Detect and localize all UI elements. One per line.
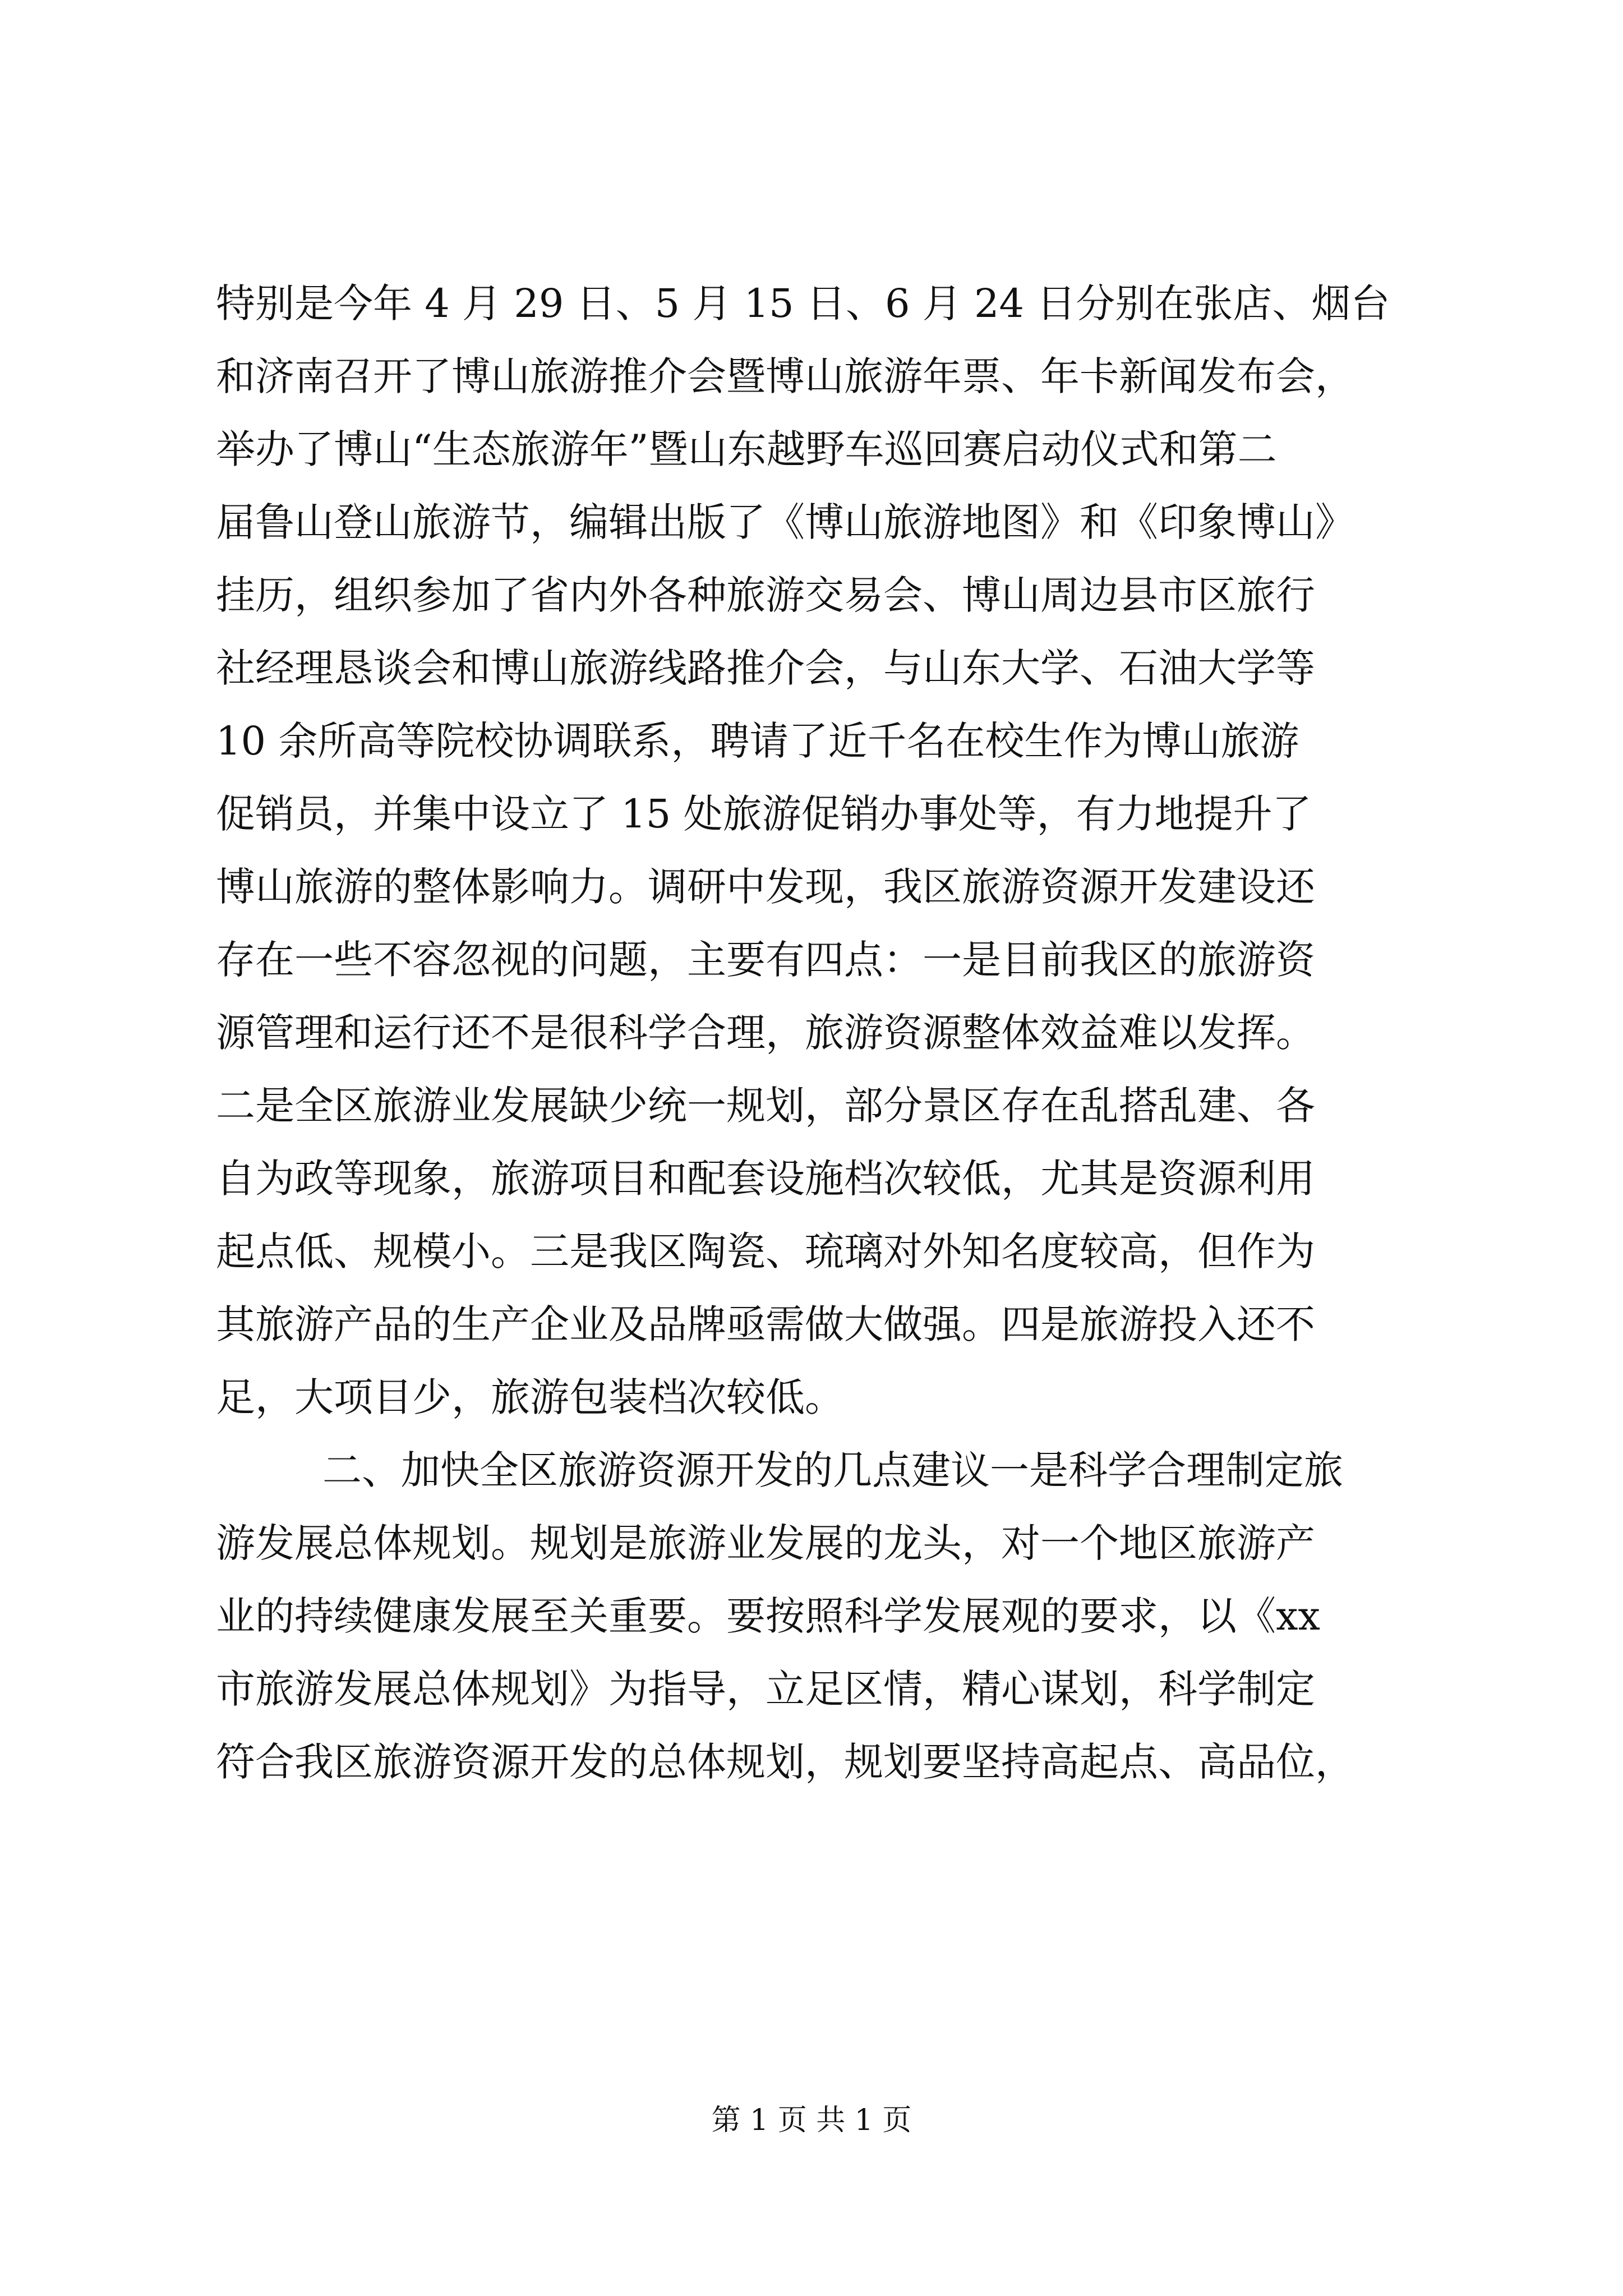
text-line: 特别是今年 4 月 29 日、5 月 15 日、6 月 24 日分别在张店、烟台 xyxy=(216,280,1390,326)
text-line: 游发展总体规划。规划是旅游业发展的龙头，对一个地区旅游产 xyxy=(216,1520,1315,1566)
text-line: 符合我区旅游资源开发的总体规划，规划要坚持高起点、高品位， xyxy=(216,1739,1354,1785)
text-line: 业的持续健康发展至关重要。要按照科学发展观的要求，以《xx xyxy=(216,1593,1320,1639)
text-line: 自为政等现象，旅游项目和配套设施档次较低，尤其是资源利用 xyxy=(216,1156,1315,1202)
text-line: 和济南召开了博山旅游推介会暨博山旅游年票、年卡新闻发布会， xyxy=(216,353,1354,399)
text-line: 源管理和运行还不是很科学合理，旅游资源整体效益难以发挥。 xyxy=(216,1010,1315,1056)
text-line: 促销员，并集中设立了 15 处旅游促销办事处等，有力地提升了 xyxy=(216,791,1312,837)
text-line: 足，大项目少，旅游包装档次较低。 xyxy=(216,1374,844,1420)
text-line: 市旅游发展总体规划》为指导，立足区情，精心谋划，科学制定 xyxy=(216,1666,1315,1712)
text-line: 其旅游产品的生产企业及品牌亟需做大做强。四是旅游投入还不 xyxy=(216,1301,1315,1347)
text-line: 社经理恳谈会和博山旅游线路推介会，与山东大学、石油大学等 xyxy=(216,645,1315,691)
text-line: 存在一些不容忽视的问题，主要有四点：一是目前我区的旅游资 xyxy=(216,937,1315,983)
text-line: 二是全区旅游业发展缺少统一规划，部分景区存在乱搭乱建、各 xyxy=(216,1083,1315,1129)
paragraph-start-line: 二、加快全区旅游资源开发的几点建议一是科学合理制定旅 xyxy=(322,1447,1343,1493)
text-line: 举办了博山“生态旅游年”暨山东越野车巡回赛启动仪式和第二 xyxy=(216,426,1277,472)
text-line: 届鲁山登山旅游节，编辑出版了《博山旅游地图》和《印象博山》 xyxy=(216,499,1354,545)
text-line: 起点低、规模小。三是我区陶瓷、琉璃对外知名度较高，但作为 xyxy=(216,1228,1315,1274)
text-line: 10 余所高等院校协调联系，聘请了近千名在校生作为博山旅游 xyxy=(216,718,1299,764)
text-line: 挂历，组织参加了省内外各种旅游交易会、博山周边县市区旅行 xyxy=(216,572,1315,618)
body-text xyxy=(216,267,1416,1798)
text-line: 博山旅游的整体影响力。调研中发现，我区旅游资源开发建设还 xyxy=(216,864,1315,910)
page-footer: 第 1 页 共 1 页 xyxy=(711,2104,912,2137)
